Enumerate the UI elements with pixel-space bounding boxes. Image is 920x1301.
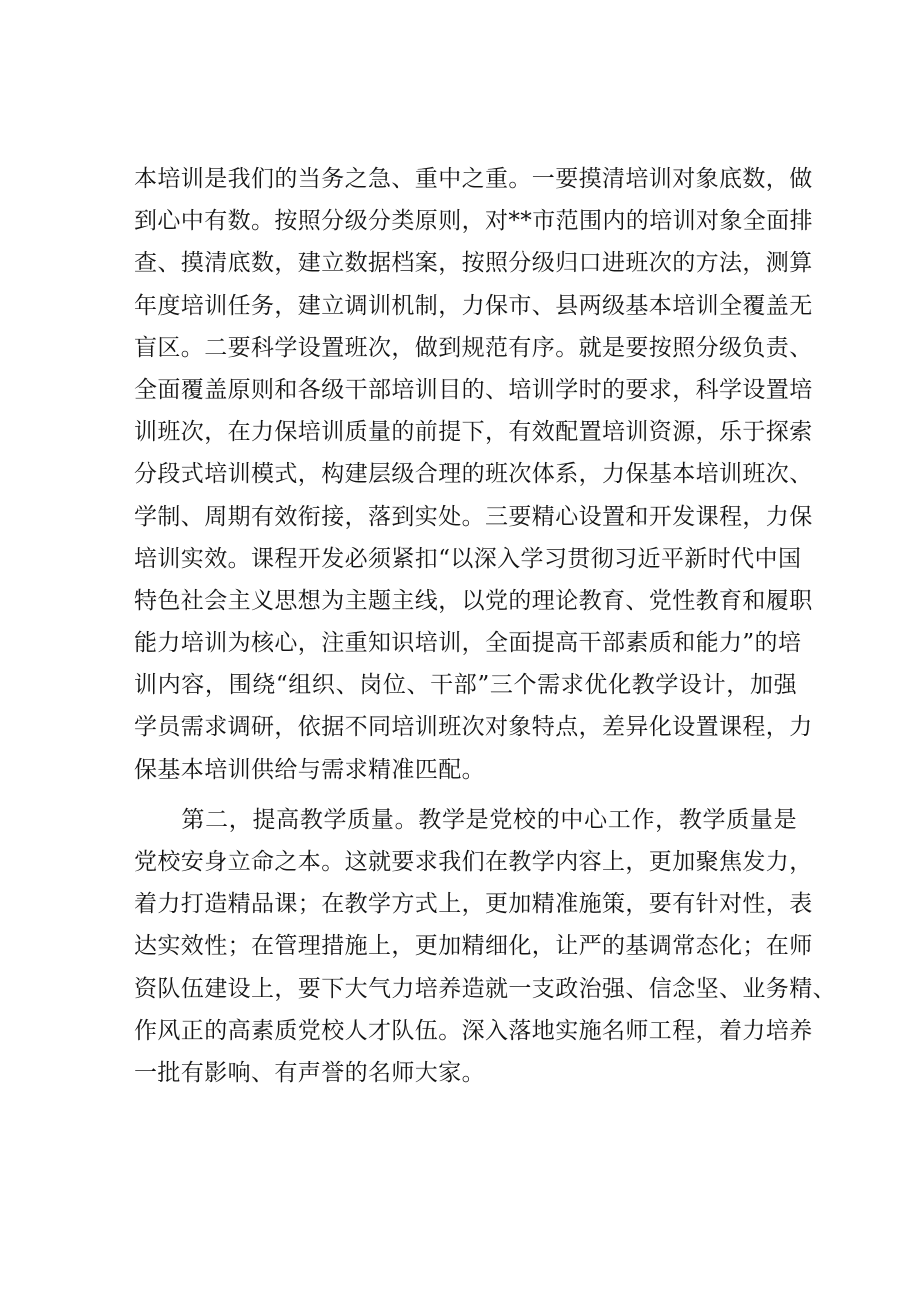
paragraph-line: 年度培训任务，建立调训机制，力保市、县两级基本培训全覆盖无	[134, 292, 813, 319]
paragraph-line: 训班次，在力保培训质量的前提下，有效配置培训资源，乐于探索	[134, 419, 813, 446]
paragraph-line: 学员需求调研，依据不同培训班次对象特点，差异化设置课程，力	[134, 714, 813, 741]
paragraph-line: 能力培训为核心，注重知识培训，全面提高干部素质和能力”的培	[134, 630, 802, 657]
paragraph-1	[134, 158, 813, 791]
paragraph-line: 着力打造精品课；在教学方式上，更加精准施策，要有针对性，表	[134, 891, 813, 918]
paragraph-line: 资队伍建设上，要下大气力培养造就一支政治强、信念坚、业务精、	[134, 975, 836, 1002]
paragraph-line: 培训实效。课程开发必须紧扣“以深入学习贯彻习近平新时代中国	[134, 545, 802, 572]
paragraph-line: 党校安身立命之本。这就要求我们在教学内容上，更加聚焦发力，	[134, 849, 813, 875]
paragraph-line: 作风正的高素质党校人才队伍。深入落地实施名师工程，着力培养	[134, 1017, 813, 1044]
paragraph-line: 一批有影响、有声誉的名师大家。	[134, 1059, 485, 1086]
paragraph-line: 全面覆盖原则和各级干部培训目的、培训学时的要求，科学设置培	[134, 376, 813, 403]
paragraph-spacer	[134, 791, 797, 799]
paragraph-line: 达实效性；在管理措施上，更加精细化，让严的基调常态化；在师	[134, 933, 813, 960]
paragraph-line: 到心中有数。按照分级分类原则，对**市范围内的培训对象全面排	[134, 208, 813, 235]
paragraph-line: 学制、周期有效衔接，落到实处。三要精心设置和开发课程，力保	[134, 503, 813, 530]
paragraph-line: 盲区。二要科学设置班次，做到规范有序。就是要按照分级负责、	[134, 334, 813, 361]
paragraph-line: 训内容，围绕“组织、岗位、干部”三个需求优化教学设计，加强	[134, 672, 797, 699]
paragraph-line: 保基本培训供给与需求精准匹配。	[134, 756, 485, 783]
paragraph-line: 特色社会主义思想为主题主线，以党的理论教育、党性教育和履职	[134, 587, 813, 614]
paragraph-line: 分段式培训模式，构建层级合理的班次体系，力保基本培训班次、	[134, 461, 813, 488]
paragraph-line: 第二，提高教学质量。教学是党校的中心工作，教学质量是	[134, 806, 797, 833]
paragraph-line: 查、摸清底数，建立数据档案，按照分级归口进班次的方法，测算	[134, 250, 813, 277]
document-body	[134, 158, 836, 1094]
paragraph-line: 本培训是我们的当务之急、重中之重。一要摸清培训对象底数，做	[134, 166, 813, 192]
paragraph-2	[134, 799, 836, 1094]
